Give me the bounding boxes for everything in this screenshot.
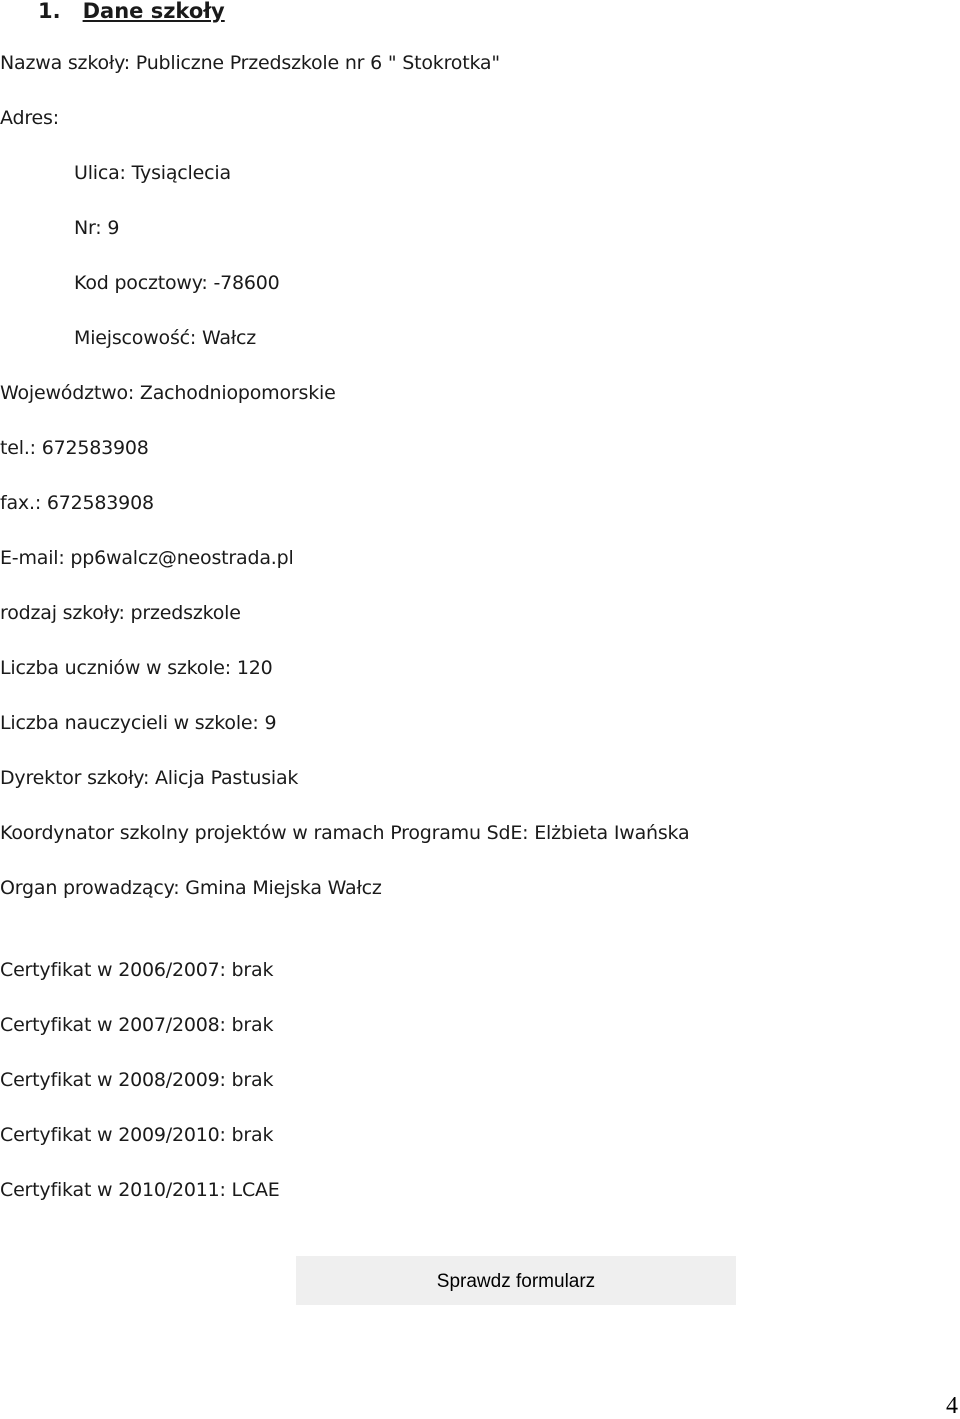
certificate-2007-2008: Certyfikat w 2007/2008: brak bbox=[0, 1014, 274, 1036]
school-type: rodzaj szkoły: przedszkole bbox=[0, 602, 241, 624]
fax: fax.: 672583908 bbox=[0, 492, 154, 514]
director: Dyrektor szkoły: Alicja Pastusiak bbox=[0, 767, 299, 789]
coordinator: Koordynator szkolny projektów w ramach Programu SdE: Elżbieta Iwańska bbox=[0, 822, 690, 844]
certificate-2009-2010: Certyfikat w 2009/2010: brak bbox=[0, 1124, 274, 1146]
section-number: 1. bbox=[38, 0, 61, 23]
voivodeship: Województwo: Zachodniopomorskie bbox=[0, 382, 336, 404]
student-count: Liczba uczniów w szkole: 120 bbox=[0, 657, 273, 679]
section-title: Dane szkoły bbox=[82, 0, 225, 23]
street-number: Nr: 9 bbox=[74, 217, 120, 239]
teacher-count: Liczba nauczycieli w szkole: 9 bbox=[0, 712, 277, 734]
city: Miejscowość: Wałcz bbox=[74, 327, 256, 349]
phone: tel.: 672583908 bbox=[0, 437, 149, 459]
street: Ulica: Tysiąclecia bbox=[74, 162, 231, 184]
page-number: 4 bbox=[946, 1393, 958, 1419]
email: E-mail: pp6walcz@neostrada.pl bbox=[0, 547, 294, 569]
postal-code: Kod pocztowy: -78600 bbox=[74, 272, 280, 294]
governing-body: Organ prowadzący: Gmina Miejska Wałcz bbox=[0, 877, 382, 899]
check-form-button[interactable]: Sprawdz formularz bbox=[296, 1256, 736, 1305]
certificate-2006-2007: Certyfikat w 2006/2007: brak bbox=[0, 959, 274, 981]
certificate-2008-2009: Certyfikat w 2008/2009: brak bbox=[0, 1069, 274, 1091]
address-label: Adres: bbox=[0, 107, 59, 129]
certificate-2010-2011: Certyfikat w 2010/2011: LCAE bbox=[0, 1179, 280, 1201]
section-heading bbox=[38, 0, 225, 24]
school-name: Nazwa szkoły: Publiczne Przedszkole nr 6 " Stokrotka" bbox=[0, 52, 500, 74]
